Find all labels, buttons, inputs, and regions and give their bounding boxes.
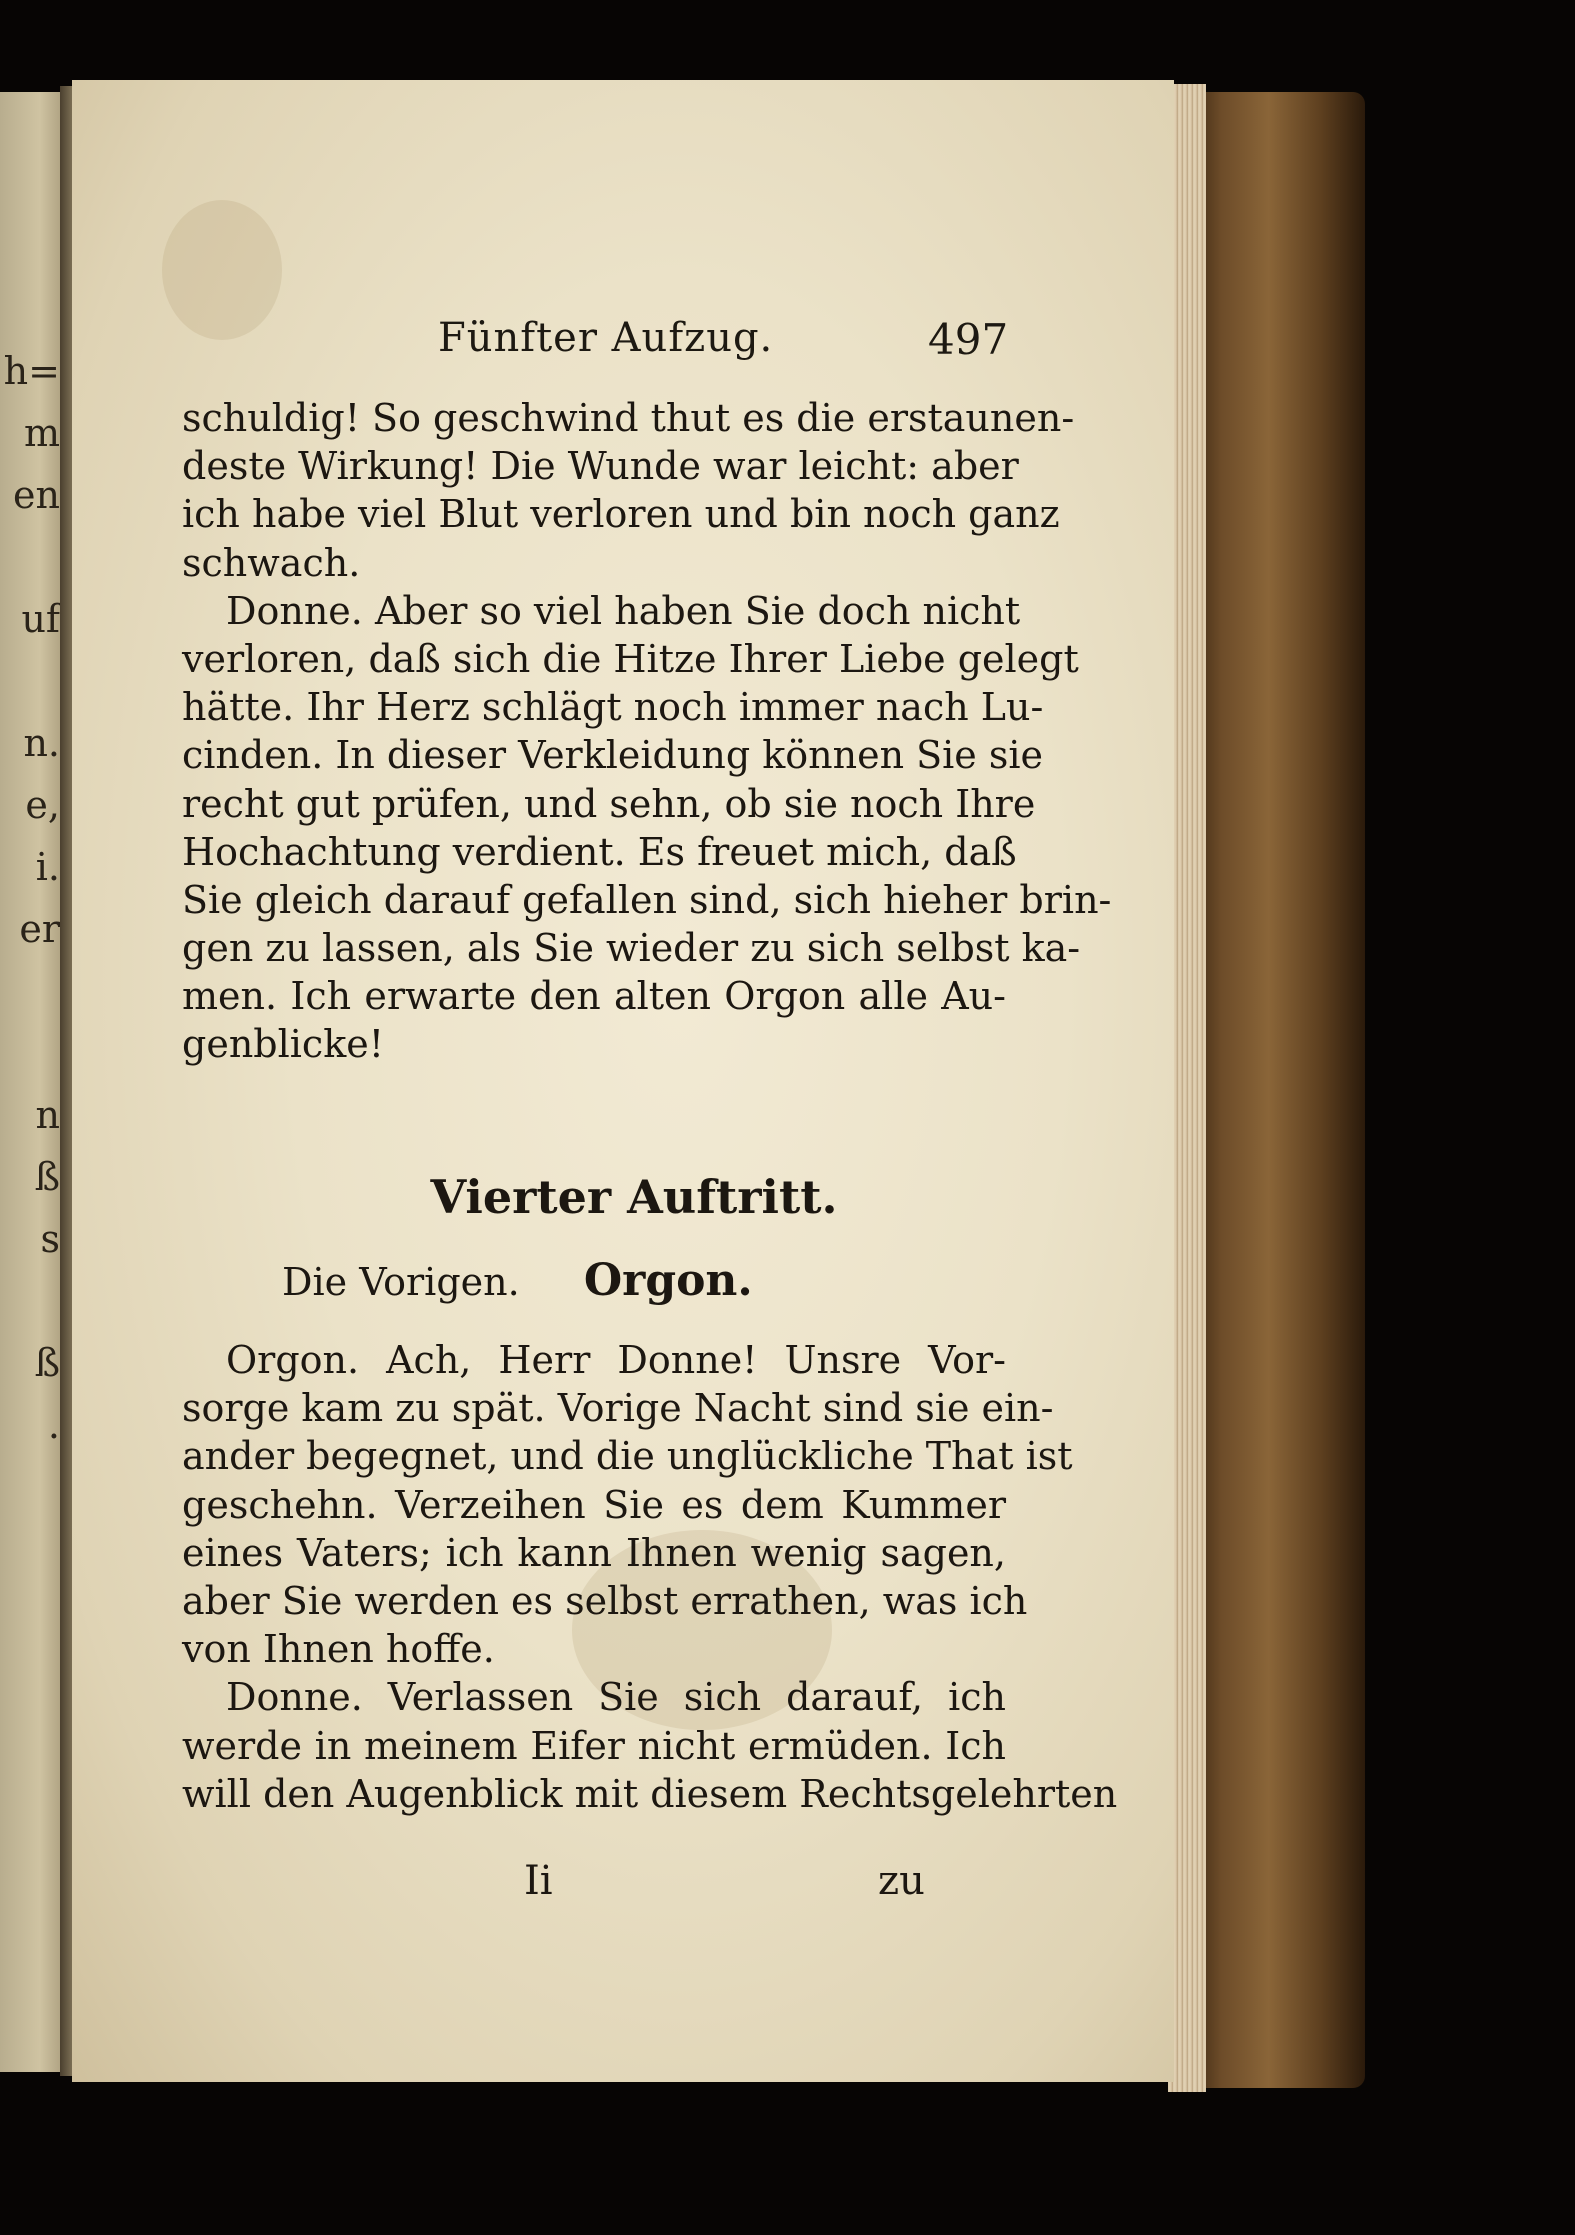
text-line: schwach.: [182, 540, 361, 585]
text-line: Donne. Verlassen Sie sich darauf, ich: [226, 1675, 1006, 1720]
text-line: ander begegnet, und die unglückliche That ist: [182, 1434, 1073, 1479]
text-line: Orgon. Ach, Herr Donne! Unsre Vor-: [226, 1338, 1006, 1382]
text-line: genblicke!: [182, 1022, 384, 1067]
book-page: [72, 80, 1174, 2082]
text-line: von Ihnen hoffe.: [182, 1627, 495, 1672]
text-block-after-scene: [182, 1336, 1118, 1818]
text-line: geschehn. Verzeihen Sie es dem Kummer: [182, 1482, 1006, 1527]
previous-page-fragments: [0, 340, 60, 1456]
text-block-before-scene: [182, 394, 1112, 1069]
text-line: Hochachtung verdient. Es freuet mich, daß: [182, 829, 1017, 874]
fragment: .: [47, 1403, 60, 1447]
cast-name: Orgon.: [583, 1255, 753, 1306]
text-line: aber Sie werden es selbst errathen, was ich: [182, 1578, 1028, 1623]
book-cover-right: [1190, 92, 1365, 2088]
cast-prefix: Die Vorigen.: [282, 1260, 520, 1304]
fragment: en: [13, 473, 60, 517]
fragment: n.: [23, 721, 60, 765]
text-line: Donne. Aber so viel haben Sie doch nicht: [226, 588, 1021, 633]
fragment: [0, 1022, 60, 1084]
fragment: m: [23, 411, 60, 455]
fragment: [0, 526, 60, 588]
text-line: verloren, daß sich die Hitze Ihrer Liebe gelegt: [182, 636, 1079, 681]
fragment: er: [19, 907, 60, 951]
text-line: sorge kam zu spät. Vorige Nacht sind sie ein-: [182, 1386, 1054, 1431]
text-line: werde in meinem Eifer nicht ermüden. Ich: [182, 1723, 1006, 1768]
fragment: ß: [34, 1341, 60, 1385]
fragment: h=: [3, 349, 60, 393]
fragment: n: [35, 1093, 60, 1137]
text-line: hätte. Ihr Herz schlägt noch immer nach Lu-: [182, 685, 1044, 730]
fragment: [0, 960, 60, 1022]
signature-mark: Ii: [524, 1858, 553, 1904]
running-header: [72, 315, 1174, 375]
fragment: e,: [25, 783, 60, 827]
text-line: eines Vaters; ich kann Ihnen wenig sagen,: [182, 1530, 1006, 1575]
text-line: Sie gleich darauf gefallen sind, sich hieher brin-: [182, 877, 1112, 922]
fragment: [0, 1270, 60, 1332]
text-line: cinden. In dieser Verkleidung können Sie sie: [182, 733, 1044, 778]
text-line: men. Ich erwarte den alten Orgon alle Au-: [182, 974, 1006, 1019]
text-line: recht gut prüfen, und sehn, ob sie noch Ihre: [182, 781, 1036, 826]
text-line: will den Augenblick mit diesem Rechtsgelehrten: [182, 1771, 1118, 1816]
scene-cast: [282, 1255, 753, 1306]
text-line: ich habe viel Blut verloren und bin noch ganz: [182, 492, 1060, 537]
fragment: uf: [21, 597, 60, 641]
scene-heading: Vierter Auftritt.: [430, 1170, 838, 1224]
text-line: deste Wirkung! Die Wunde war leicht: aber: [182, 444, 1019, 489]
catchword: zu: [878, 1858, 925, 1904]
running-head: Fünfter Aufzug.: [438, 315, 774, 361]
fragment: i.: [35, 845, 60, 889]
fragment: s: [40, 1217, 60, 1261]
fragment: ß: [34, 1155, 60, 1199]
text-line: schuldig! So geschwind thut es die erstaunen-: [182, 396, 1075, 440]
text-line: gen zu lassen, als Sie wieder zu sich selbst ka-: [182, 926, 1081, 971]
fragment: [0, 650, 60, 712]
page-number: 497: [928, 315, 1009, 364]
